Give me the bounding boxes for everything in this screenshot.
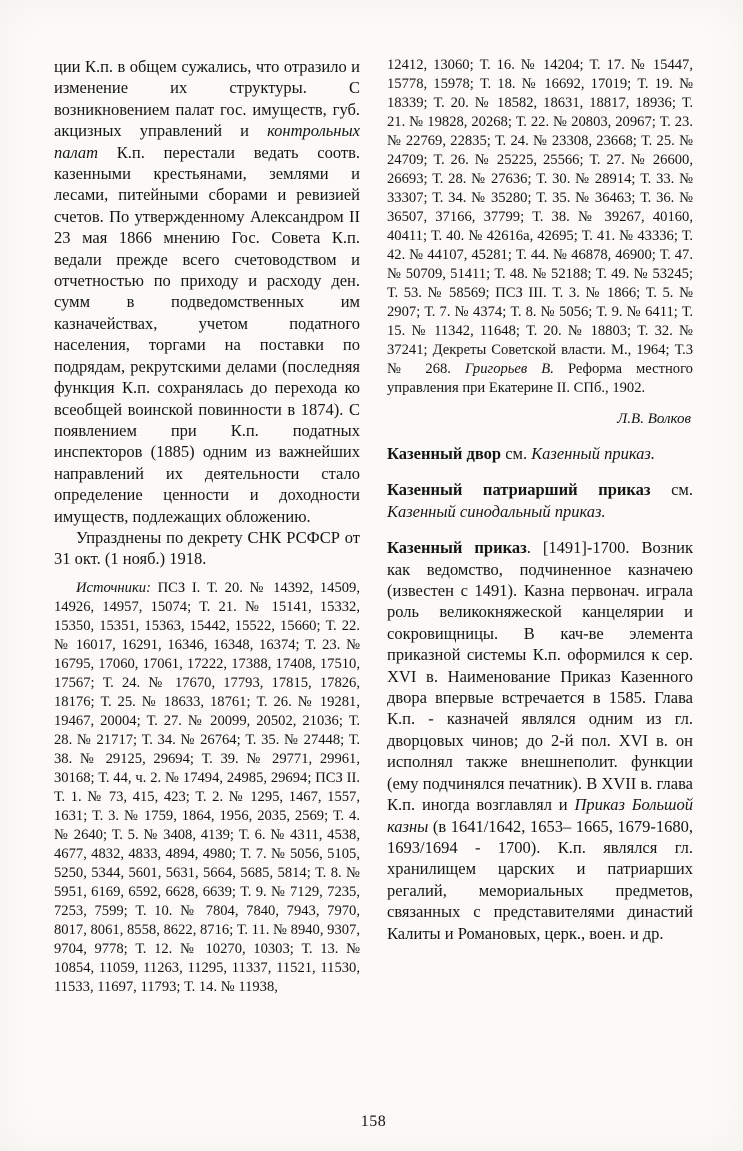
cross-reference: Казенный приказ. (531, 444, 655, 463)
continued-paragraph (54, 56, 360, 527)
two-column-layout (54, 56, 693, 1105)
italic-term: Приказ Большой казны (387, 795, 693, 836)
author-signature: Л.В. Волков (617, 411, 691, 427)
entry-body: (в 1641/1642, 1653– 1665, 1679-1680, 1693/1694 - 1700). К.п. являлся гл. хранилищем царских и патриарших регалий, мемориальных предметов, связанных с представителями династий Калиты и Романовых, церк., воен. и др. (387, 816, 693, 943)
italic-term: контрольных палат (54, 121, 360, 162)
sources-list-continued: 12412, 13060; Т. 16. № 14204; Т. 17. № 15447, 15778, 15978; Т. 18. № 16692, 17019; Т. 19. № 18339; Т. 20. № 18582, 18631, 18817, 18936; Т. 21. № 19828, 20268; Т. 22. № 20803, 20967; Т. 23. № 22769, 22835; Т. 24. № 23308, 23668; Т. 25. № 24709; Т. 26. № 25225, 25566; Т. 27. № 26600, 26693; Т. 28. № 27636; Т. 30. № 28914; Т. 33. № 33307; Т. 34. № 35280; Т. 35. № 36463; Т. 36. № 36507, 37166, 37799; Т. 38. № 39267, 40160, 40411; Т. 40. № 42616а, 42695; Т. 41. № 43336; Т. 42. № 44107, 45281; Т. 44. № 46878, 46900; Т. 47. № 50709, 51411; Т. 48. № 52188; Т. 49. № 53245; Т. 53. № 58569; ПСЗ III. Т. 3. № 1866; Т. 5. № 2907; Т. 7. № 4374; Т. 8. № 5056; Т. 9. № 6411; Т. 15. № 11342, 11648; Т. 20. № 18803; Т. 32. № 37241; Декреты Советской власти. М., 1964; Т.3 № 268. (387, 57, 693, 377)
entry-kazenny-dvor (387, 443, 693, 464)
entry-body: . [1491]-1700. Возник как ведомство, подчиненное казначею (известен с 1491). Казна первонач. играла роль великокняжеской канцелярии и сокровищницы. В кач-ве элемента приказной системы К.п. оформился к сер. XVI в. Наименование Приказ Казенного двора впервые встречается в 1585. Глава К.п. - казначей являлся одним из гл. дворцовых чинов; до 2-й пол. XVI в. он исполнял также внешнеполит. функции (ему подчинялся печатник). В XVII в. глава К.п. иногда возглавлял и (387, 538, 693, 815)
entry-kazenny-patriarshy-prikaz (387, 479, 693, 522)
entry-headword: Казенный приказ (387, 538, 527, 558)
sources-label: Источники: (76, 579, 151, 596)
cited-author: Григорьев В. (465, 361, 554, 377)
see-reference: см. (650, 480, 693, 500)
entry-headword: Казенный двор (387, 444, 502, 463)
sources-paragraph (54, 579, 360, 997)
see-reference: см. (501, 444, 532, 463)
right-column (387, 56, 693, 1105)
entry-kazenny-prikaz (387, 537, 693, 944)
left-column (54, 56, 360, 1105)
sources-continuation-paragraph (387, 56, 693, 398)
entry-headword: Казенный патриарший приказ (387, 480, 651, 500)
text-run: ции К.п. в общем сужались, что отразило и изменение их структуры. С возникновением палат гос. имуществ, губ. акцизных управлений и (54, 57, 360, 141)
sources-list: ПСЗ I. Т. 20. № 14392, 14509, 14926, 14957, 15074; Т. 21. № 15141, 15332, 15350, 15351, 15363, 15442, 15522, 15660; Т. 22. № 16017, 16291, 16346, 16348, 16374; Т. 23. № 16795, 17060, 17061, 17222, 17388, 17408, 17510, 17567; Т. 24. № 17670, 17793, 17815, 17826, 18176; Т. 25. № 18633, 18761; Т. 26. № 19281, 19467, 20004; Т. 27. № 20099, 20502, 21036; Т. 28. № 21717; Т. 34. № 26764; Т. 35. № 27448; Т. 38. № 29125, 29694; Т. 39. № 29771, 29961, 30168; Т. 44, ч. 2. № 17494, 24985, 29694; ПСЗ II. Т. 1. № 73, 415, 423; Т. 2. № 1295, 1467, 1557, 1631; Т. 3. № 1759, 1864, 1956, 2035, 2569; Т. 4. № 2640; Т. 5. № 3408, 4139; Т. 6. № 4311, 4538, 4677, 4832, 4833, 4894, 4980; Т. 7. № 5056, 5105, 5250, 5344, 5601, 5631, 5664, 5685, 5814; Т. 8. № 5951, 6169, 6592, 6628, 6639; Т. 9. № 7129, 7235, 7253, 7599; Т. 10. № 7804, 7840, 7943, 7970, 8017, 8061, 8558, 8622, 8716; Т. 11. № 8940, 9307, 9704, 9778; Т. 12. № 10270, 10303; Т. 13. № 10854, 11059, 11263, 11295, 11337, 11521, 11530, 11533, 11697, 11793; Т. 14. № 11938, (54, 579, 360, 995)
page-number: 158 (360, 1113, 387, 1130)
abolition-paragraph: Упразднены по декрету СНК РСФСР от 31 окт. (1 нояб.) 1918. (54, 527, 360, 569)
cross-reference: Казенный синодальный приказ. (387, 501, 606, 521)
sources-tail: Реформа местного управления при Екатерине II. СПб., 1902. (387, 361, 693, 396)
text-run: К.п. перестали ведать соотв. казенными крестьянами, землями и лесами, питейными сборами и ревизией счетов. По утвержденному Александром II 23 мая 1866 мнению Гос. Совета К.п. ведали прежде всего счетоводством и отчетностью по приходу и расходу ден. сумм в подведомственных им казначействах, учетом податного населения, торгами на поставки по подрядам, рекрутскими делами (последняя функция К.п. сохранялась до перехода ко всеобщей воинской повинности в 1874). С появлением при К.п. податных инспекторов (1885) одним из важнейших направлений их деятельности стало определение ценности и доходности имуществ, подлежащих обложению. (54, 142, 360, 526)
